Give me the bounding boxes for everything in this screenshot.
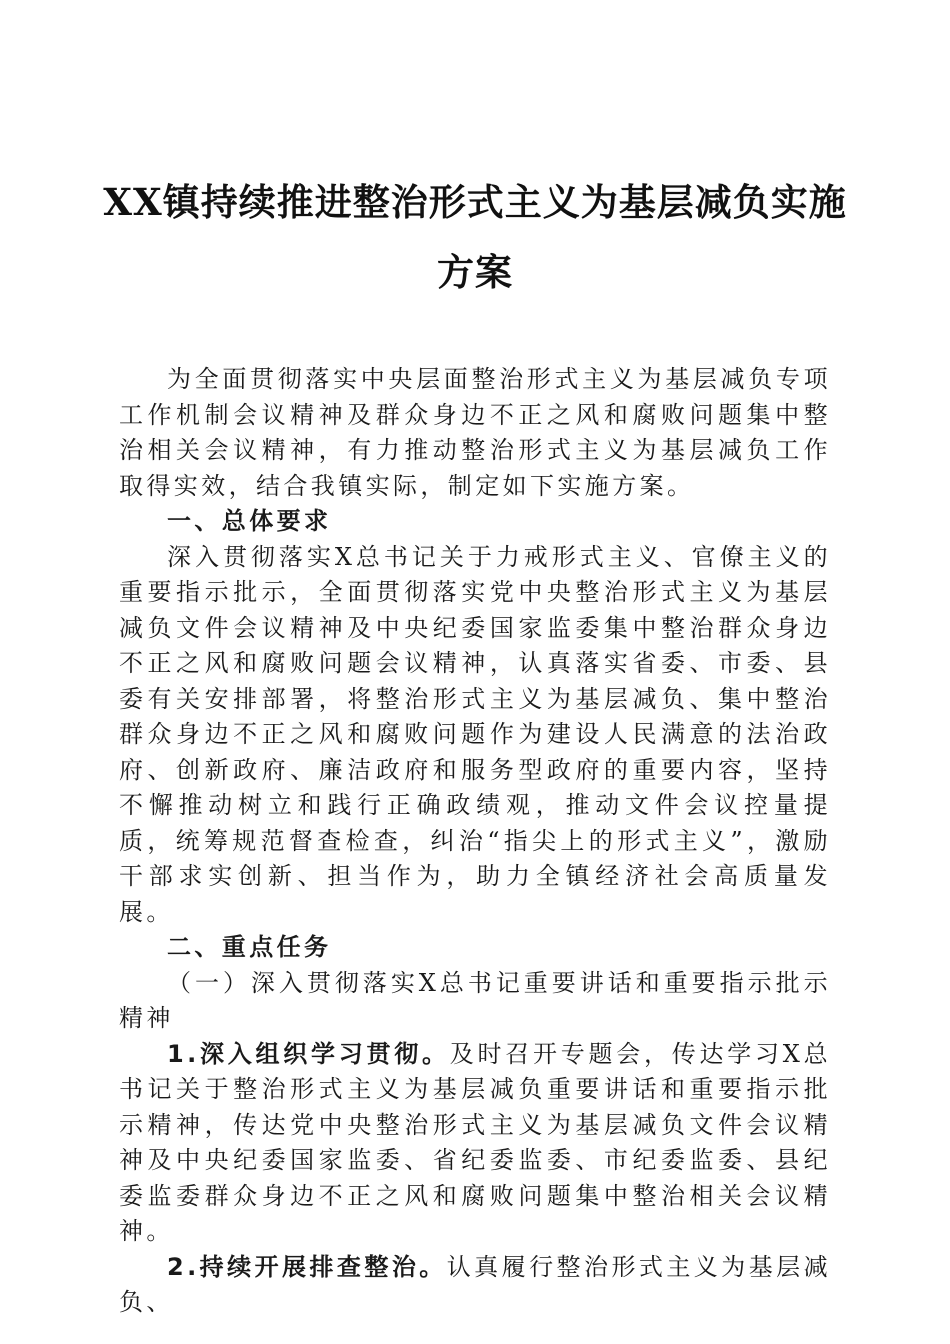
document-title-line2: 方案 (437, 250, 513, 294)
subsection-heading-1: （一）深入贯彻落实X总书记重要讲话和重要指示批示精神 (119, 968, 831, 1032)
overall-requirements-paragraph: 深入贯彻落实X总书记关于力戒形式主义、官僚主义的重要指示批示，全面贯彻落实党中央整治形式主义为基层减负文件会议精神及中央纪委国家监委集中整治群众身边不正之风和腐败问题会议精神，认真落实省委、市委、县委有关安排部署，将整治形式主义为基层减负、集中整治群众身边不正之风和腐败问题作为建设人民满意的法治政府、创新政府、廉洁政府和服务型政府的重要内容，坚持不懈推动树立和践行正确政绩观，推动文件会议控量提质，统筹规范督查检查，纠治“指尖上的形式主义”，激励干部求实创新、担当作为，助力全镇经济社会高质量发展。 (119, 542, 831, 926)
task-item-2 (119, 1250, 831, 1321)
task-item-1 (119, 1037, 831, 1250)
intro-paragraph: 为全面贯彻落实中央层面整治形式主义为基层减负专项工作机制会议精神及群众身边不正之风和腐败问题集中整治相关会议精神，有力推动整治形式主义为基层减负工作取得实效，结合我镇实际，制定如下实施方案。 (119, 365, 831, 500)
task-item-2-lead: 2.持续开展排查整治。 (167, 1252, 447, 1281)
section-heading-key-tasks: 二、重点任务 (167, 933, 332, 961)
task-item-1-lead: 1.深入组织学习贯彻。 (167, 1039, 450, 1068)
task-item-1-text: 及时召开专题会，传达学习X总书记关于整治形式主义为基层减负重要讲话和重要指示批示精神，传达党中央整治形式主义为基层减负文件会议精神及中央纪委国家监委、省纪委监委、市纪委监委、县纪委监委群众身边不正之风和腐败问题集中整治相关会议精神。 (119, 1039, 832, 1245)
task-item-2-text: 认真履行整治形式主义为基层减负、 (119, 1252, 831, 1316)
section-heading-overall: 一、总体要求 (167, 507, 332, 535)
document-body (119, 362, 831, 1321)
document-title-line1: XX镇持续推进整治形式主义为基层减负实施 (103, 180, 847, 224)
